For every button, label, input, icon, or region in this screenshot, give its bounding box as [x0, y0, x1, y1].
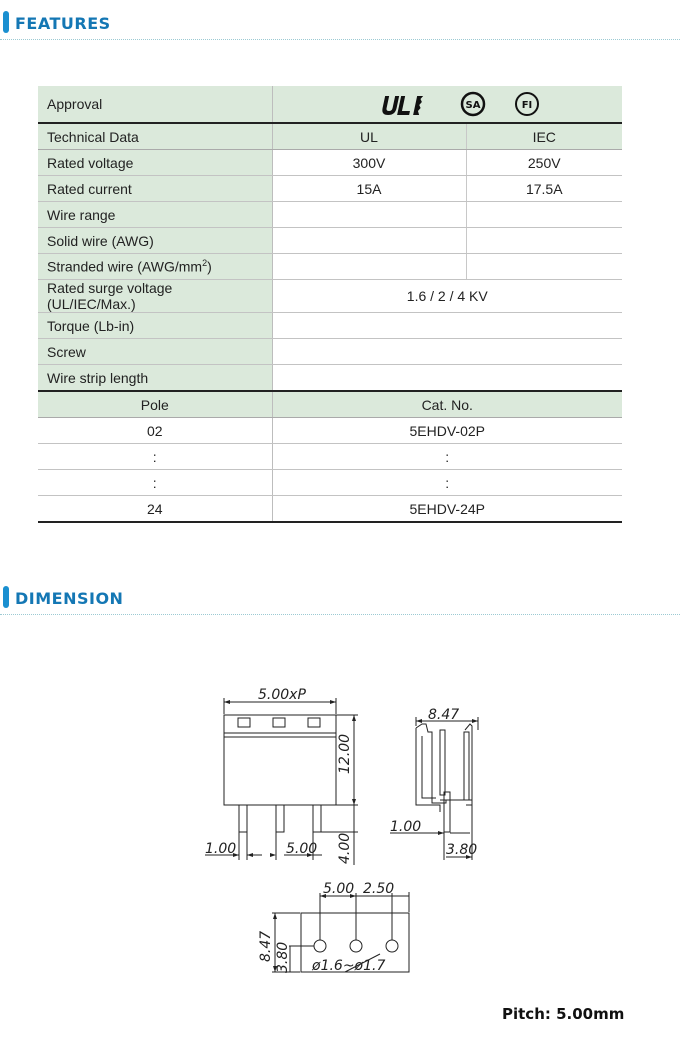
strip-label: Wire strip length [38, 365, 272, 392]
spec-row [38, 254, 622, 280]
dotted-divider [0, 614, 680, 615]
dim-side-offset: 3.80 [446, 842, 478, 858]
cat-row [38, 444, 622, 470]
cat-value: : [272, 444, 622, 470]
dim-bottom-edge: 2.50 [363, 881, 395, 897]
row-label: Rated current [38, 176, 272, 202]
strip-value [272, 365, 622, 392]
side-view [390, 717, 478, 860]
iec-value [466, 202, 622, 228]
spec-row [38, 176, 622, 202]
dim-pin-width: 1.00 [205, 841, 237, 857]
ul-value: 300V [272, 150, 466, 176]
surge-value: 1.6 / 2 / 4 KV [272, 280, 622, 313]
stranded-close: ) [207, 258, 212, 275]
surge-label: Rated surge voltage (UL/IEC/Max.) [38, 280, 272, 313]
spec-row [38, 228, 622, 254]
iec-value [466, 254, 622, 280]
fi-icon [514, 91, 540, 117]
row-label: Solid wire (AWG) [38, 228, 272, 254]
ul-value: 15A [272, 176, 466, 202]
dimension-drawing [0, 640, 680, 990]
spec-row [38, 339, 622, 365]
pole-header: Pole [38, 391, 272, 418]
spec-row [38, 150, 622, 176]
cat-row [38, 496, 622, 523]
cat-value: 5EHDV-02P [272, 418, 622, 444]
screw-label: Screw [38, 339, 272, 365]
spec-row [38, 365, 622, 392]
approval-logos [272, 86, 622, 123]
dimension-title: DIMENSION [15, 589, 124, 608]
dim-hole: ø1.6~ø1.7 [312, 958, 386, 974]
stranded-text: Stranded wire (AWG/mm [47, 258, 203, 275]
pole-value: 02 [38, 418, 272, 444]
dim-pin-length: 4.00 [337, 832, 353, 864]
approval-label: Approval [38, 86, 272, 123]
row-label: Rated voltage [38, 150, 272, 176]
row-label: Wire range [38, 202, 272, 228]
dim-bottom-pitch: 5.00 [323, 881, 355, 897]
dim-side-depth: 8.47 [428, 707, 460, 723]
cat-head-row [38, 391, 622, 418]
torque-value [272, 313, 622, 339]
tech-head-row [38, 123, 622, 150]
spec-table [38, 86, 622, 523]
section-bar-icon [3, 11, 9, 33]
dim-height: 12.00 [337, 733, 353, 774]
ul-value [272, 202, 466, 228]
features-header [0, 8, 680, 40]
section-bar-icon [3, 586, 9, 608]
stranded-label [38, 254, 272, 280]
ul-recognized-icon [382, 92, 432, 116]
iec-value [466, 228, 622, 254]
dim-width: 5.00xP [258, 687, 306, 703]
cat-header: Cat. No. [272, 391, 622, 418]
csa-logo-text: SA [465, 100, 481, 111]
tech-label: Technical Data [38, 123, 272, 150]
spec-row [38, 202, 622, 228]
iec-value: 17.5A [466, 176, 622, 202]
iec-header: IEC [466, 123, 622, 150]
dim-side-pin: 1.00 [390, 819, 422, 835]
dotted-divider [0, 39, 680, 40]
stranded-sup: 2 [202, 258, 208, 269]
dim-bottom-offset: 3.80 [275, 941, 291, 973]
pole-value: : [38, 444, 272, 470]
dim-bottom-depth: 8.47 [258, 930, 274, 962]
spec-row [38, 313, 622, 339]
csa-icon [460, 91, 486, 117]
cat-row [38, 470, 622, 496]
front-view [205, 698, 358, 865]
ul-header: UL [272, 123, 466, 150]
cat-row [38, 418, 622, 444]
torque-label: Torque (Lb-in) [38, 313, 272, 339]
pitch-note: Pitch: 5.00mm [502, 1005, 625, 1023]
approval-row [38, 86, 622, 123]
dim-pitch: 5.00 [286, 841, 318, 857]
dimension-header [0, 583, 680, 615]
pole-value: 24 [38, 496, 272, 523]
screw-value [272, 339, 622, 365]
cat-value: : [272, 470, 622, 496]
fi-logo-text: FI [521, 100, 533, 111]
ul-value [272, 254, 466, 280]
cat-value: 5EHDV-24P [272, 496, 622, 523]
features-title: FEATURES [15, 14, 111, 33]
iec-value: 250V [466, 150, 622, 176]
pole-value: : [38, 470, 272, 496]
ul-value [272, 228, 466, 254]
spec-row [38, 280, 622, 313]
